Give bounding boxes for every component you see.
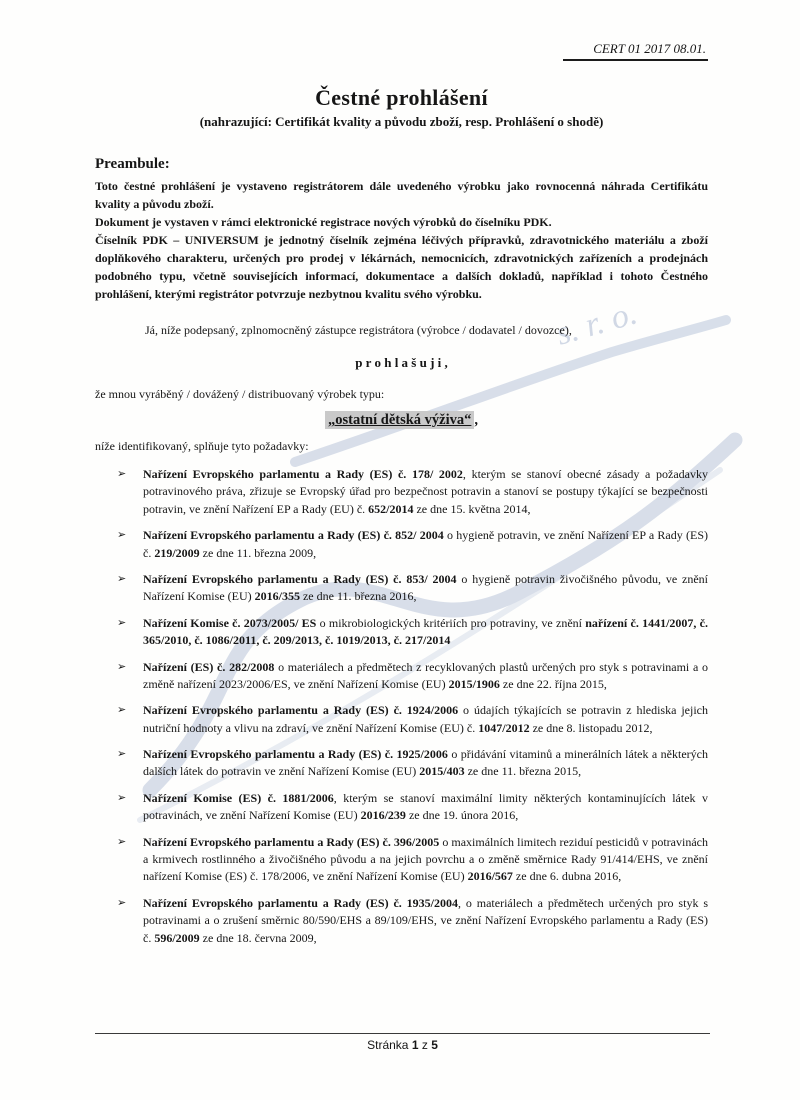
regulation-item — [117, 659, 708, 694]
declaration-intro: Já, níže podepsaný, zplnomocněný zástupce registrátora (výrobce / dodavatel / dovozce), — [145, 323, 572, 337]
regulation-text: Nařízení Evropského parlamentu a Rady (ES) č. 853/ 2004 o hygieně potravin živočišného původu, ve znění Nařízení Komise (EU) 2016/355 ze dne 11. března 2016, — [143, 571, 708, 604]
regulation-text: Nařízení Komise (ES) č. 1881/2006, kterým se stanoví maximální limity některých kontaminujících látek v potravinách, ve znění Nařízení Komise (EU) 2016/239 ze dne 19. února 2016, — [143, 790, 708, 823]
regulation-text: Nařízení Evropského parlamentu a Rady (ES) č. 178/ 2002, kterým se stanoví obecné zásady a požadavky potravinového práva, zřizuje se Evropský úřad pro bezpečnost potravin a stanoví se postupy týkající se bezpečnosti potravin, ve znění Nařízení EP a Rady (EU) č. 652/2014 ze dne 15. května 2014, — [143, 467, 708, 516]
declaration-verb: p r o h l a š u j i , — [355, 355, 448, 370]
page-footer — [95, 1033, 710, 1052]
page-title: Čestné prohlášení — [315, 85, 488, 110]
regulation-text: Nařízení Evropského parlamentu a Rady (ES) č. 396/2005 o maximálních limitech reziduí pesticidů v potravinách a krmivech rostlinného a živočišného původu a na jejich povrchu a o změně směrnice Rady 91/414/EHS, ve znění nařízení Komise (ES) č. 178/2006, ve znění Nařízení Komise (EU) 2016/567 ze dne 6. dubna 2016, — [143, 834, 708, 884]
regulation-item — [117, 790, 708, 825]
regulation-text: Nařízení Evropského parlamentu a Rady (ES) č. 852/ 2004 o hygieně potravin, ve znění Nařízení EP a Rady (ES) č. 219/2009 ze dne 11. března 2009, — [143, 528, 708, 560]
arrow-bullet-icon: ➢ — [117, 572, 127, 585]
arrow-bullet-icon: ➢ — [117, 468, 127, 480]
regulation-text: Nařízení (ES) č. 282/2008 o materiálech a předmětech z recyklovaných plastů určených pro styk s potravinami a o změně nařízení 2023/2006/ES, ve znění Nařízení Komise (EU) 2015/1906 ze dne 22. října 2015, — [143, 659, 708, 691]
document-code: CERT 01 2017 08.01. — [563, 41, 708, 61]
preamble-line: Toto čestné prohlášení je vystaveno registrátorem dále uvedeného výrobku jako rovnocenná náhrada Certifikátu kvality a původu zboží. — [95, 179, 708, 211]
regulation-item — [117, 527, 708, 562]
page-number: Stránka 1 z 5 — [367, 1038, 438, 1052]
regulation-item — [117, 834, 708, 886]
product-intro: že mnou vyráběný / dovážený / distribuovaný výrobek typu: — [95, 387, 385, 401]
regulation-item — [117, 746, 708, 781]
requirements-intro: níže identifikovaný, splňuje tyto požadavky: — [95, 439, 309, 453]
arrow-bullet-icon: ➢ — [117, 529, 127, 542]
preamble-line: Číselník PDK – UNIVERSUM je jednotný číselník zejména léčivých přípravků, zdravotnického materiálu a zboží doplňkového charakteru, určených pro prodej v lékárnách, nemocnicích, zdravotnických zařízeních a prodejnách podobného typu, včetně souvisejících informací, dokumentace a dalších dokladů, například i tohoto Čestného prohlášení, kterými registrátor potvrzuje nezbytnou kvalitu svého výrobku. — [95, 233, 708, 301]
regulation-text: Nařízení Evropského parlamentu a Rady (ES) č. 1924/2006 o údajích týkajících se potravin z hlediska jejich nutriční hodnoty a vlivu na zdraví, ve znění Nařízení Komise (EU) č. 1047/2012 ze dne 8. listopadu 2012, — [143, 703, 708, 735]
product-suffix: , — [474, 412, 479, 428]
regulations-list — [95, 466, 708, 947]
arrow-bullet-icon: ➢ — [117, 660, 127, 673]
arrow-bullet-icon: ➢ — [117, 896, 127, 909]
regulation-item — [117, 615, 709, 650]
regulation-text: Nařízení Evropského parlamentu a Rady (ES) č. 1925/2006 o přidávání vitaminů a minerálních látek a některých dalších látek do potravin ve znění Nařízení Komise (EU) 2015/403 ze dne 11. března 2015, — [143, 747, 708, 779]
arrow-bullet-icon: ➢ — [117, 748, 127, 761]
arrow-bullet-icon: ➢ — [117, 616, 127, 629]
product-name: „ostatní dětská výživa“ — [325, 411, 474, 429]
regulation-item — [117, 571, 708, 606]
preamble-line: Dokument je vystaven v rámci elektronické registrace nových výrobků do číselníku PDK. — [95, 215, 552, 229]
arrow-bullet-icon: ➢ — [117, 791, 127, 804]
arrow-bullet-icon: ➢ — [117, 704, 127, 717]
product-line — [95, 412, 708, 429]
page-subtitle: (nahrazující: Certifikát kvality a původu zboží, resp. Prohlášení o shodě) — [199, 114, 604, 129]
regulation-text: Nařízení Komise č. 2073/2005/ ES o mikrobiologických kritériích pro potraviny, ve znění nařízení č. 1441/2007, č. 365/2010, č. 1086/2011, č. 209/2013, č. 1019/2013, č. 217/2014 — [143, 615, 709, 648]
regulation-text: Nařízení Evropského parlamentu a Rady (ES) č. 1935/2004, o materiálech a předmětech určených pro styk s potravinami a o zrušení směrnic 80/590/EHS a 89/109/EHS, ve znění Nařízení Evropského parlamentu a Rady (ES) č. 596/2009 ze dne 18. června 2009, — [143, 895, 708, 945]
regulation-item — [117, 702, 708, 737]
arrow-bullet-icon: ➢ — [117, 835, 127, 848]
watermark-text: s. r. o. — [552, 294, 642, 353]
preamble-heading: Preambule: — [95, 156, 170, 172]
regulation-item — [117, 895, 708, 947]
regulation-item — [117, 466, 708, 518]
